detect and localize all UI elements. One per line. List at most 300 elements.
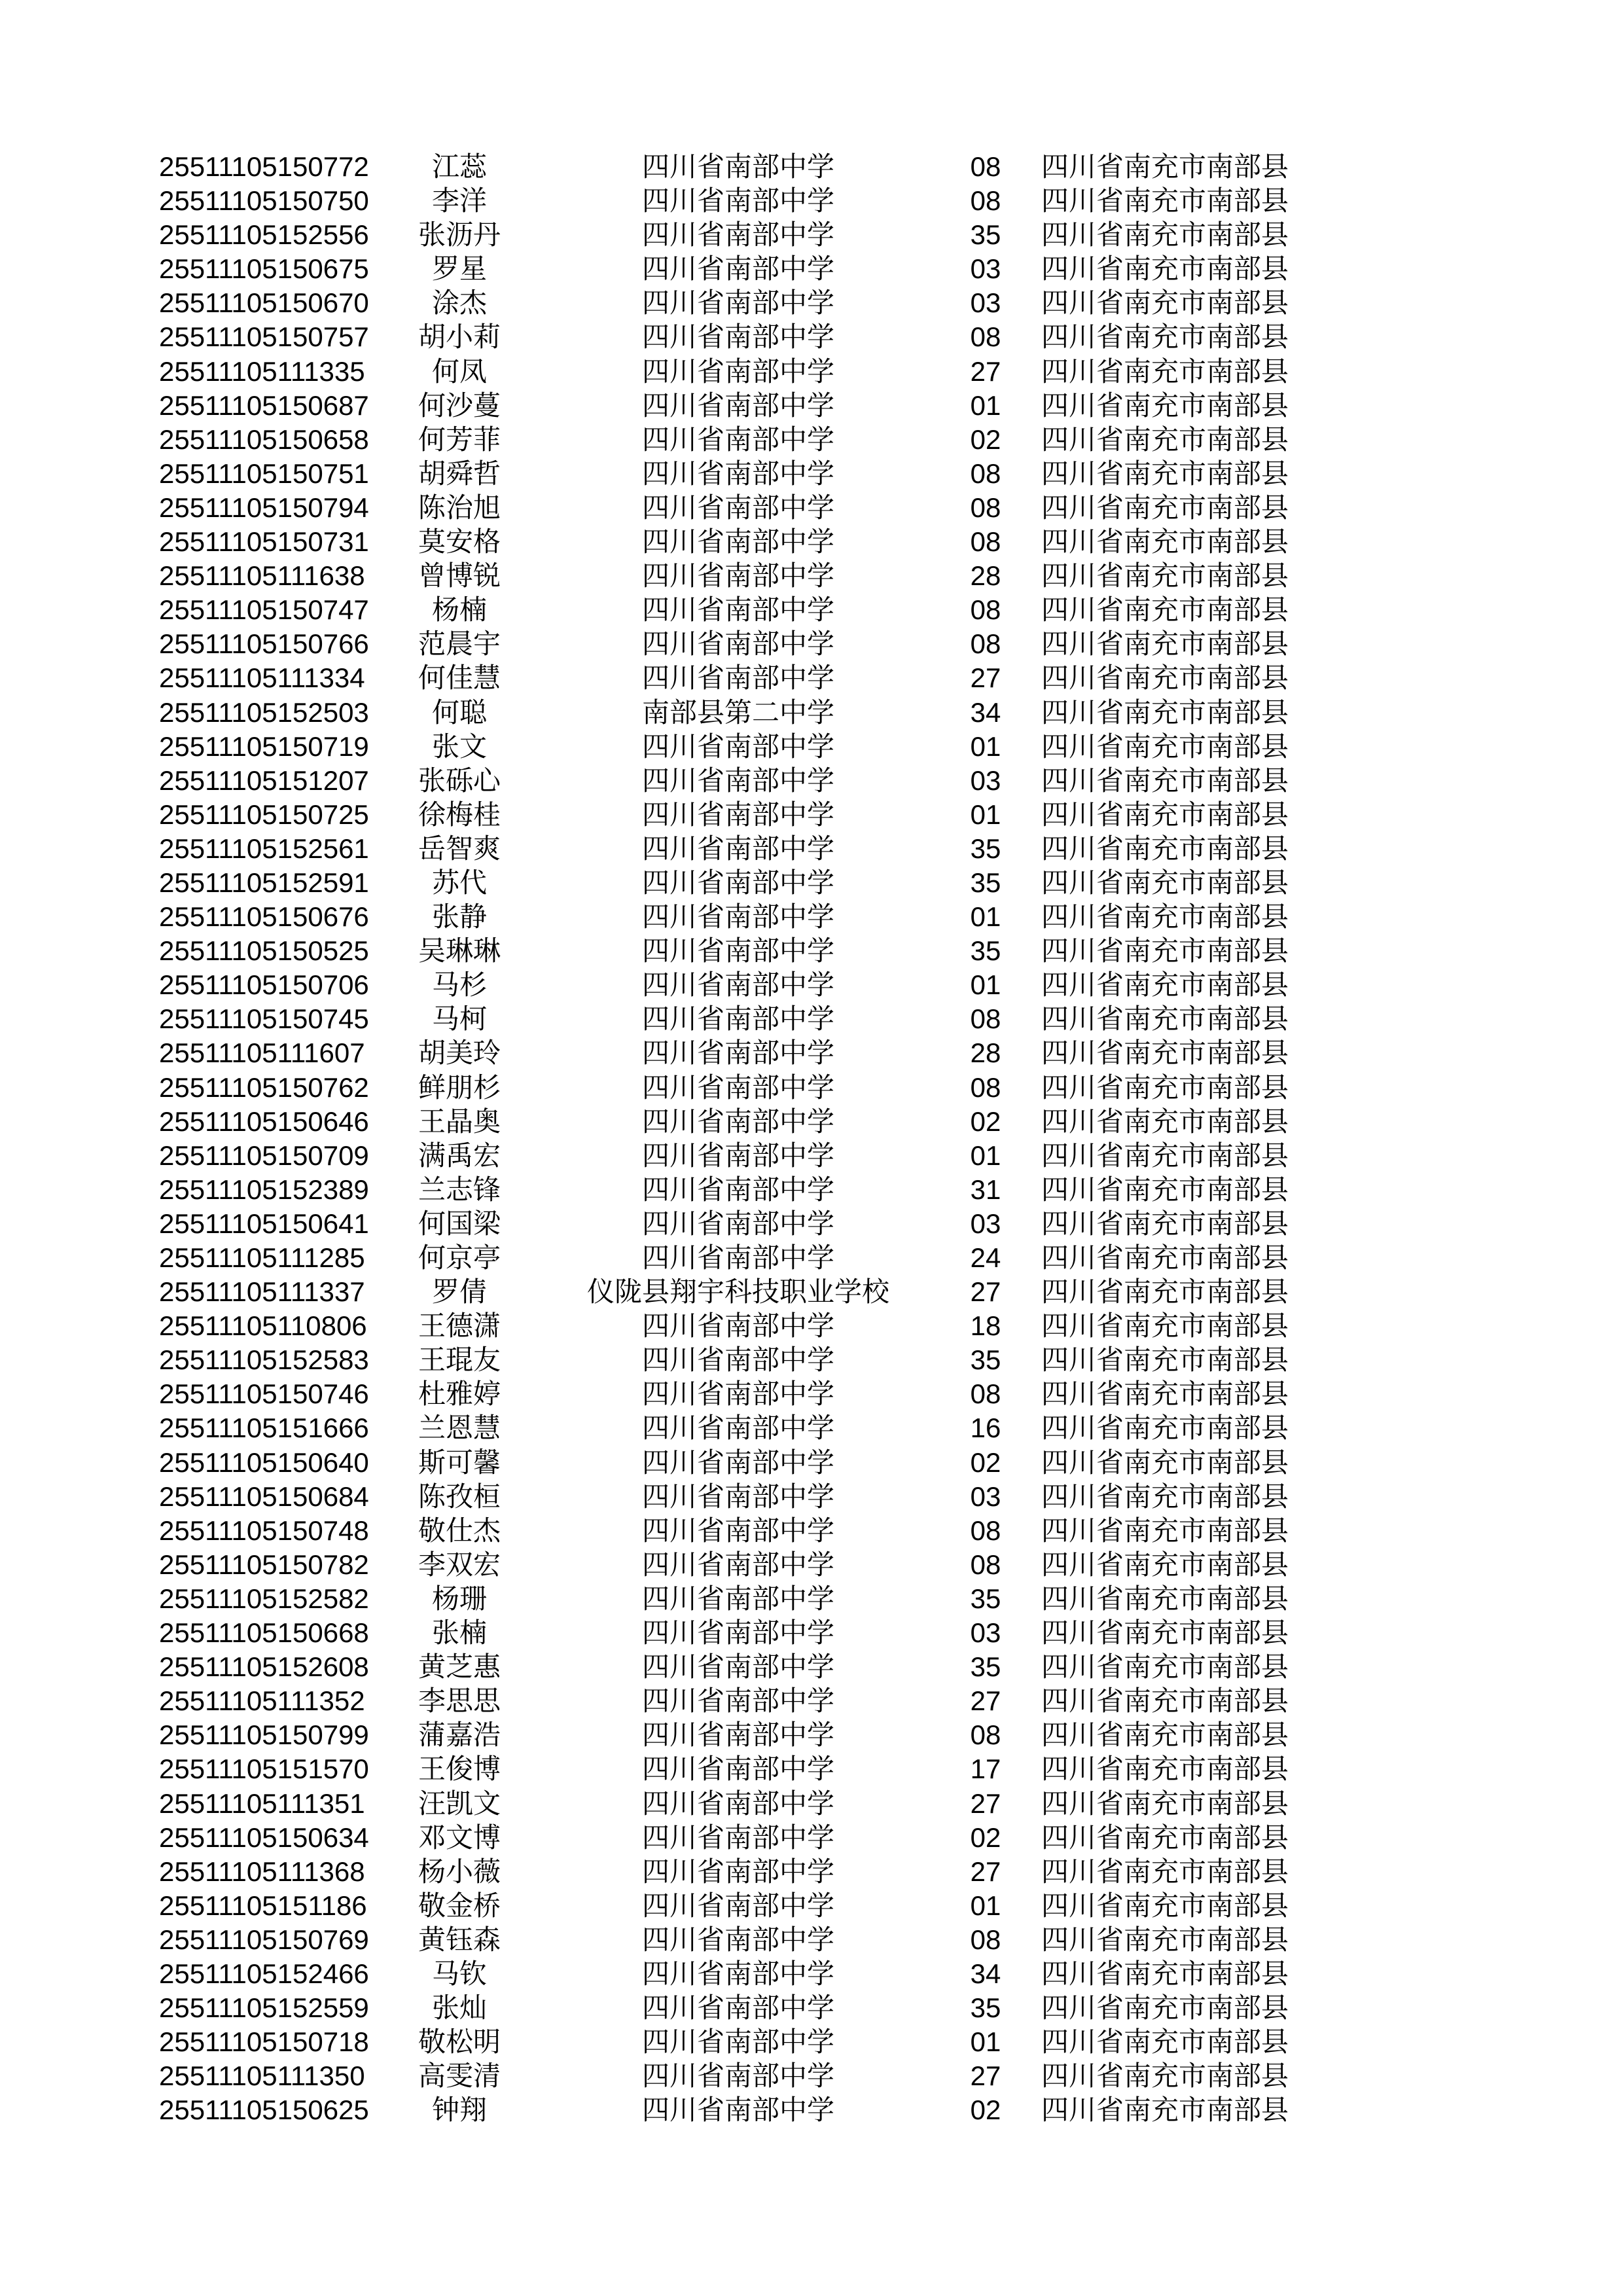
district-name: 四川省南充市南部县 [1041,423,1289,455]
candidate-id: 25511105150675 [159,253,369,285]
code-value: 08 [970,457,1001,489]
candidate-name: 胡美玲 [418,1037,501,1069]
district-name: 四川省南充市南部县 [1041,833,1289,864]
table-row [0,150,1623,184]
candidate-name: 满禹宏 [418,1139,501,1171]
district-name: 四川省南充市南部县 [1041,1037,1289,1069]
table-row [0,1991,1623,2025]
district-name: 四川省南充市南部县 [1041,1412,1289,1444]
district-name: 四川省南充市南部县 [1041,628,1289,660]
district-name: 四川省南充市南部县 [1041,1139,1289,1171]
candidate-id: 25511105150746 [159,1378,369,1410]
code-value: 35 [970,867,1001,898]
school-name: 四川省南部中学 [641,321,834,353]
candidate-id: 25511105150750 [159,185,369,217]
school-name: 四川省南部中学 [641,1378,834,1410]
candidate-id: 25511105111335 [159,355,365,387]
candidate-id: 25511105111285 [159,1242,365,1273]
district-name: 四川省南充市南部县 [1041,696,1289,728]
school-name: 四川省南部中学 [641,1753,834,1785]
code-value: 02 [970,1446,1001,1478]
candidate-id: 25511105150684 [159,1480,369,1512]
candidate-name: 黄芝惠 [418,1651,501,1683]
candidate-id: 25511105150709 [159,1139,369,1171]
school-name: 四川省南部中学 [641,594,834,626]
district-name: 四川省南充市南部县 [1041,321,1289,353]
candidate-name: 李思思 [418,1685,501,1717]
candidate-id: 25511105111337 [159,1276,365,1308]
school-name: 四川省南部中学 [641,560,834,592]
candidate-name: 兰志锋 [418,1174,501,1205]
district-name: 四川省南充市南部县 [1041,492,1289,523]
candidate-id: 25511105111334 [159,662,365,694]
candidate-name: 陈治旭 [418,492,501,523]
table-row [0,1752,1623,1786]
code-value: 03 [970,1480,1001,1512]
candidate-name: 马柯 [431,1003,487,1035]
candidate-name: 罗星 [431,253,487,285]
code-value: 35 [970,1992,1001,2024]
code-value: 08 [970,492,1001,523]
candidate-id: 25511105150668 [159,1617,369,1649]
district-name: 四川省南充市南部县 [1041,1174,1289,1205]
school-name: 四川省南部中学 [641,1787,834,1819]
code-value: 34 [970,1958,1001,1989]
district-name: 四川省南充市南部县 [1041,1719,1289,1751]
table-row [0,1343,1623,1377]
district-name: 四川省南充市南部县 [1041,253,1289,285]
candidate-name: 吴琳琳 [418,935,501,967]
candidate-name: 敬仕杰 [418,1515,501,1546]
table-row [0,1923,1623,1957]
code-value: 01 [970,389,1001,421]
candidate-name: 何京亭 [418,1242,501,1273]
code-value: 28 [970,560,1001,592]
candidate-name: 张文 [431,730,487,762]
candidate-name: 何聪 [431,696,487,728]
school-name: 四川省南部中学 [641,1446,834,1478]
table-row [0,661,1623,695]
district-name: 四川省南充市南部县 [1041,1378,1289,1410]
district-name: 四川省南充市南部县 [1041,867,1289,898]
district-name: 四川省南充市南部县 [1041,1583,1289,1614]
candidate-id: 25511105150658 [159,423,369,455]
candidate-name: 何佳慧 [418,662,501,694]
candidate-name: 何凤 [431,355,487,387]
school-name: 四川省南部中学 [641,423,834,455]
code-value: 03 [970,764,1001,796]
school-name: 四川省南部中学 [641,1480,834,1512]
code-value: 27 [970,1276,1001,1308]
code-value: 16 [970,1412,1001,1444]
table-row [0,696,1623,730]
school-name: 四川省南部中学 [641,1583,834,1614]
table-row [0,252,1623,286]
candidate-id: 25511105152591 [159,867,369,898]
candidate-id: 25511105150646 [159,1105,369,1137]
table-row [0,866,1623,900]
table-row [0,1821,1623,1855]
code-value: 31 [970,1174,1001,1205]
candidate-id: 25511105150731 [159,526,369,558]
code-value: 35 [970,833,1001,864]
school-name: 南部县第二中学 [641,696,834,728]
candidate-name: 王晶奥 [418,1105,501,1137]
district-name: 四川省南充市南部县 [1041,526,1289,558]
school-name: 四川省南部中学 [641,730,834,762]
candidate-id: 25511105150745 [159,1003,369,1035]
district-name: 四川省南充市南部县 [1041,2060,1289,2092]
code-value: 02 [970,1821,1001,1853]
school-name: 四川省南部中学 [641,1651,834,1683]
candidate-name: 王德潇 [418,1310,501,1342]
district-name: 四川省南充市南部县 [1041,560,1289,592]
table-row [0,1036,1623,1070]
school-name: 四川省南部中学 [641,1208,834,1239]
school-name: 四川省南部中学 [641,151,834,182]
code-value: 35 [970,219,1001,251]
table-row [0,2025,1623,2059]
candidate-id: 25511105150687 [159,389,369,421]
school-name: 四川省南部中学 [641,628,834,660]
table-row [0,457,1623,491]
candidate-name: 兰恩慧 [418,1412,501,1444]
table-row [0,1411,1623,1445]
candidate-id: 25511105110806 [159,1310,367,1342]
table-row [0,730,1623,764]
table-row [0,1446,1623,1480]
table-row [0,934,1623,968]
table-row [0,832,1623,866]
school-name: 四川省南部中学 [641,1037,834,1069]
table-row [0,1548,1623,1582]
school-name: 四川省南部中学 [641,1412,834,1444]
district-name: 四川省南充市南部县 [1041,1003,1289,1035]
code-value: 27 [970,662,1001,694]
school-name: 四川省南部中学 [641,526,834,558]
table-row [0,593,1623,627]
school-name: 四川省南部中学 [641,2094,834,2126]
district-name: 四川省南充市南部县 [1041,2026,1289,2058]
table-row [0,286,1623,320]
school-name: 四川省南部中学 [641,833,834,864]
candidate-id: 25511105150762 [159,1071,369,1103]
table-row [0,1071,1623,1105]
candidate-id: 25511105150748 [159,1515,369,1546]
candidate-name: 黄钰森 [418,1924,501,1955]
district-name: 四川省南充市南部县 [1041,594,1289,626]
candidate-name: 胡舜哲 [418,457,501,489]
code-value: 01 [970,798,1001,830]
table-row [0,1514,1623,1548]
district-name: 四川省南充市南部县 [1041,1071,1289,1103]
candidate-name: 高雯清 [418,2060,501,2092]
table-row [0,184,1623,218]
district-name: 四川省南充市南部县 [1041,1890,1289,1921]
school-name: 四川省南部中学 [641,1105,834,1137]
district-name: 四川省南充市南部县 [1041,1105,1289,1137]
student-roster-table [0,150,1623,2127]
candidate-name: 马钦 [431,1958,487,1989]
code-value: 27 [970,1685,1001,1717]
district-name: 四川省南充市南部县 [1041,1242,1289,1273]
candidate-name: 何沙蔓 [418,389,501,421]
school-name: 四川省南部中学 [641,1344,834,1376]
candidate-id: 25511105152389 [159,1174,369,1205]
code-value: 08 [970,1071,1001,1103]
code-value: 03 [970,1617,1001,1649]
candidate-id: 25511105150757 [159,321,369,353]
code-value: 03 [970,253,1001,285]
school-name: 四川省南部中学 [641,1515,834,1546]
candidate-id: 25511105111368 [159,1856,365,1887]
table-row [0,1889,1623,1923]
candidate-id: 25511105150769 [159,1924,369,1955]
candidate-name: 江蕊 [431,151,487,182]
table-row [0,798,1623,832]
candidate-name: 钟翔 [431,2094,487,2126]
code-value: 08 [970,1515,1001,1546]
candidate-name: 罗倩 [431,1276,487,1308]
table-row [0,1241,1623,1275]
code-value: 08 [970,526,1001,558]
candidate-id: 25511105111352 [159,1685,365,1717]
candidate-name: 张静 [431,901,487,933]
code-value: 35 [970,1583,1001,1614]
school-name: 四川省南部中学 [641,457,834,489]
school-name: 四川省南部中学 [641,764,834,796]
school-name: 四川省南部中学 [641,662,834,694]
candidate-name: 李双宏 [418,1549,501,1580]
code-value: 01 [970,1139,1001,1171]
school-name: 仪陇县翔宇科技职业学校 [586,1276,889,1308]
code-value: 08 [970,1378,1001,1410]
district-name: 四川省南充市南部县 [1041,1446,1289,1478]
school-name: 四川省南部中学 [641,1242,834,1273]
table-row [0,1105,1623,1139]
district-name: 四川省南充市南部县 [1041,1344,1289,1376]
code-value: 27 [970,1787,1001,1819]
district-name: 四川省南充市南部县 [1041,1208,1289,1239]
candidate-name: 何芳菲 [418,423,501,455]
candidate-name: 徐梅桂 [418,798,501,830]
district-name: 四川省南充市南部县 [1041,1549,1289,1580]
candidate-id: 25511105150772 [159,151,369,182]
candidate-name: 杨楠 [431,594,487,626]
candidate-name: 李洋 [431,185,487,217]
table-row [0,491,1623,525]
district-name: 四川省南充市南部县 [1041,151,1289,182]
table-row [0,1002,1623,1036]
code-value: 01 [970,730,1001,762]
candidate-id: 25511105151666 [159,1412,369,1444]
district-name: 四川省南充市南部县 [1041,457,1289,489]
candidate-id: 25511105150794 [159,492,369,523]
candidate-id: 25511105152466 [159,1958,369,1989]
candidate-id: 25511105111607 [159,1037,365,1069]
table-row [0,1855,1623,1889]
candidate-id: 25511105152608 [159,1651,369,1683]
code-value: 35 [970,1651,1001,1683]
candidate-name: 曾博锐 [418,560,501,592]
candidate-name: 张砾心 [418,764,501,796]
candidate-name: 涂杰 [431,287,487,319]
school-name: 四川省南部中学 [641,253,834,285]
candidate-id: 25511105150625 [159,2094,369,2126]
candidate-name: 杨珊 [431,1583,487,1614]
table-row [0,1139,1623,1173]
code-value: 24 [970,1242,1001,1273]
code-value: 27 [970,1856,1001,1887]
district-name: 四川省南充市南部县 [1041,185,1289,217]
candidate-name: 范晨宇 [418,628,501,660]
district-name: 四川省南充市南部县 [1041,1992,1289,2024]
district-name: 四川省南充市南部县 [1041,1685,1289,1717]
school-name: 四川省南部中学 [641,1719,834,1751]
table-row [0,1957,1623,1991]
code-value: 08 [970,1924,1001,1955]
table-row [0,627,1623,661]
district-name: 四川省南充市南部县 [1041,1310,1289,1342]
district-name: 四川省南充市南部县 [1041,935,1289,967]
candidate-name: 张楠 [431,1617,487,1649]
code-value: 08 [970,321,1001,353]
school-name: 四川省南部中学 [641,287,834,319]
table-row [0,559,1623,593]
district-name: 四川省南充市南部县 [1041,662,1289,694]
code-value: 01 [970,901,1001,933]
candidate-id: 25511105150766 [159,628,369,660]
candidate-name: 张沥丹 [418,219,501,251]
district-name: 四川省南充市南部县 [1041,730,1289,762]
school-name: 四川省南部中学 [641,389,834,421]
school-name: 四川省南部中学 [641,1890,834,1921]
school-name: 四川省南部中学 [641,2026,834,2058]
school-name: 四川省南部中学 [641,185,834,217]
school-name: 四川省南部中学 [641,1071,834,1103]
table-row [0,1787,1623,1821]
table-row [0,1377,1623,1411]
district-name: 四川省南充市南部县 [1041,1480,1289,1512]
school-name: 四川省南部中学 [641,2060,834,2092]
school-name: 四川省南部中学 [641,1856,834,1887]
table-row [0,355,1623,389]
code-value: 28 [970,1037,1001,1069]
candidate-name: 岳智爽 [418,833,501,864]
code-value: 01 [970,2026,1001,2058]
code-value: 08 [970,594,1001,626]
candidate-name: 王俊博 [418,1753,501,1785]
table-row [0,1582,1623,1616]
school-name: 四川省南部中学 [641,492,834,523]
candidate-name: 敬松明 [418,2026,501,2058]
candidate-id: 25511105150718 [159,2026,369,2058]
school-name: 四川省南部中学 [641,867,834,898]
school-name: 四川省南部中学 [641,1549,834,1580]
district-name: 四川省南充市南部县 [1041,389,1289,421]
table-row [0,900,1623,934]
district-name: 四川省南充市南部县 [1041,2094,1289,2126]
district-name: 四川省南充市南部县 [1041,1753,1289,1785]
candidate-id: 25511105152583 [159,1344,369,1376]
code-value: 02 [970,2094,1001,2126]
table-row [0,423,1623,457]
candidate-name: 马杉 [431,969,487,1001]
candidate-name: 胡小莉 [418,321,501,353]
table-row [0,2059,1623,2093]
candidate-id: 25511105111351 [159,1787,365,1819]
candidate-id: 25511105152559 [159,1992,369,2024]
code-value: 35 [970,935,1001,967]
candidate-id: 25511105150782 [159,1549,369,1580]
school-name: 四川省南部中学 [641,935,834,967]
candidate-name: 汪凯文 [418,1787,501,1819]
code-value: 17 [970,1753,1001,1785]
candidate-id: 25511105151207 [159,764,369,796]
district-name: 四川省南充市南部县 [1041,1651,1289,1683]
school-name: 四川省南部中学 [641,1958,834,1989]
code-value: 34 [970,696,1001,728]
code-value: 01 [970,1890,1001,1921]
table-row [0,1616,1623,1650]
candidate-id: 25511105150747 [159,594,369,626]
candidate-id: 25511105152556 [159,219,369,251]
table-row [0,1650,1623,1684]
candidate-name: 邓文博 [418,1821,501,1853]
candidate-name: 斯可馨 [418,1446,501,1478]
district-name: 四川省南充市南部县 [1041,219,1289,251]
code-value: 01 [970,969,1001,1001]
candidate-name: 杜雅婷 [418,1378,501,1410]
code-value: 08 [970,185,1001,217]
table-row [0,218,1623,252]
candidate-name: 何国梁 [418,1208,501,1239]
district-name: 四川省南充市南部县 [1041,1856,1289,1887]
candidate-id: 25511105151570 [159,1753,369,1785]
district-name: 四川省南充市南部县 [1041,287,1289,319]
district-name: 四川省南充市南部县 [1041,969,1289,1001]
district-name: 四川省南充市南部县 [1041,1787,1289,1819]
candidate-id: 25511105150641 [159,1208,369,1239]
table-row [0,389,1623,423]
district-name: 四川省南充市南部县 [1041,1924,1289,1955]
candidate-id: 25511105150751 [159,457,369,489]
school-name: 四川省南部中学 [641,355,834,387]
code-value: 02 [970,423,1001,455]
candidate-id: 25511105150525 [159,935,369,967]
school-name: 四川省南部中学 [641,219,834,251]
school-name: 四川省南部中学 [641,901,834,933]
code-value: 08 [970,1719,1001,1751]
table-row [0,764,1623,798]
candidate-id: 25511105111638 [159,560,365,592]
candidate-id: 25511105152503 [159,696,369,728]
candidate-name: 苏代 [431,867,487,898]
candidate-name: 陈孜桓 [418,1480,501,1512]
school-name: 四川省南部中学 [641,1003,834,1035]
code-value: 08 [970,628,1001,660]
district-name: 四川省南充市南部县 [1041,1515,1289,1546]
candidate-name: 王琨友 [418,1344,501,1376]
candidate-name: 敬金桥 [418,1890,501,1921]
district-name: 四川省南充市南部县 [1041,901,1289,933]
code-value: 08 [970,1003,1001,1035]
table-row [0,1309,1623,1343]
candidate-name: 鲜朋杉 [418,1071,501,1103]
candidate-id: 25511105150670 [159,287,369,319]
district-name: 四川省南充市南部县 [1041,764,1289,796]
table-row [0,320,1623,354]
